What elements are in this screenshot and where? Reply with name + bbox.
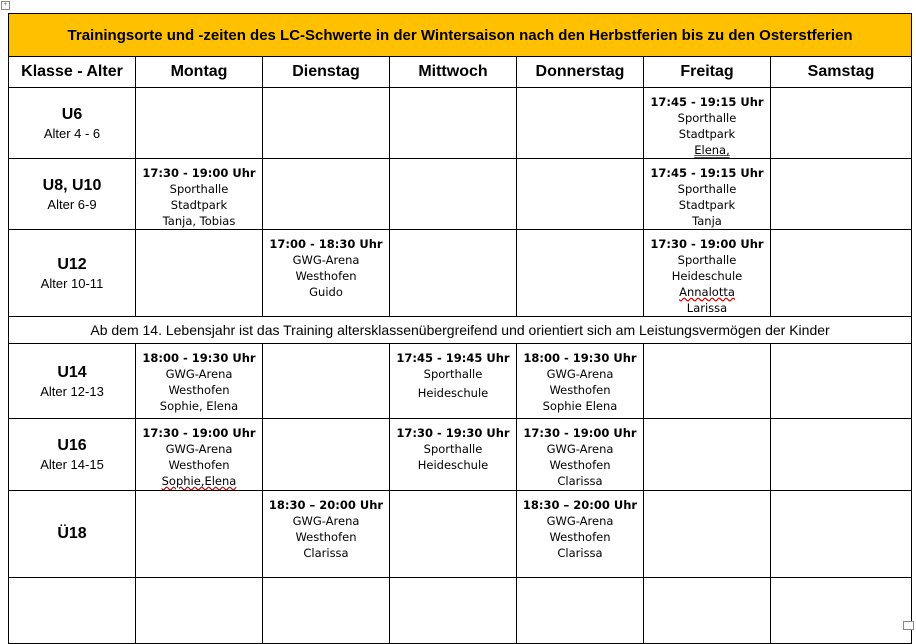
table-row-u6 bbox=[9, 88, 912, 159]
slot-empty bbox=[517, 578, 644, 644]
class-age: Alter 6-9 bbox=[47, 196, 97, 212]
table-row-u18 bbox=[9, 491, 912, 578]
slot-location: GWG-Arena bbox=[292, 514, 360, 528]
slot-trainer: Tanja bbox=[692, 214, 722, 228]
slot-empty bbox=[771, 419, 912, 491]
slot-location: Sporthalle bbox=[677, 182, 737, 196]
slot-empty bbox=[136, 88, 263, 159]
class-cell-u6 bbox=[9, 88, 136, 159]
slot-location: Sporthalle bbox=[423, 367, 483, 381]
slot-u16-thursday bbox=[517, 419, 644, 491]
slot-trainer: Guido bbox=[309, 285, 343, 299]
slot-trainer: Sophie Elena bbox=[542, 399, 618, 413]
slot-u16-wednesday bbox=[390, 419, 517, 491]
slot-empty bbox=[263, 578, 390, 644]
table-row-u16 bbox=[9, 419, 912, 491]
slot-location: Sporthalle bbox=[677, 111, 737, 125]
slot-time: 17:45 - 19:45 Uhr bbox=[396, 351, 510, 365]
slot-empty bbox=[136, 230, 263, 317]
slot-empty bbox=[517, 230, 644, 317]
table-row-u8-u10 bbox=[9, 159, 912, 230]
slot-time: 17:30 - 19:00 Uhr bbox=[142, 426, 256, 440]
slot-location: Heideschule bbox=[417, 458, 489, 472]
slot-location: GWG-Arena bbox=[165, 367, 233, 381]
header-saturday: Samstag bbox=[771, 57, 912, 88]
slot-empty bbox=[390, 159, 517, 230]
class-name: U16 bbox=[57, 437, 87, 454]
slot-u8-monday bbox=[136, 159, 263, 230]
slot-empty bbox=[517, 159, 644, 230]
slot-u8-friday bbox=[644, 159, 771, 230]
header-monday: Montag bbox=[136, 57, 263, 88]
slot-empty bbox=[263, 88, 390, 159]
class-cell-u18 bbox=[9, 491, 136, 578]
class-cell-u14 bbox=[9, 344, 136, 419]
class-name: Ü18 bbox=[57, 525, 87, 542]
table-row-u12 bbox=[9, 230, 912, 317]
header-wednesday: Mittwoch bbox=[390, 57, 517, 88]
slot-empty bbox=[136, 578, 263, 644]
slot-empty bbox=[771, 491, 912, 578]
slot-trainer: Sophie,Elena bbox=[161, 474, 237, 488]
slot-u12-friday bbox=[644, 230, 771, 317]
slot-empty bbox=[771, 88, 912, 159]
slot-empty bbox=[771, 578, 912, 644]
slot-time: 17:45 - 19:15 Uhr bbox=[650, 166, 764, 180]
class-age: Alter 10-11 bbox=[40, 275, 104, 291]
slot-time: 18:30 – 20:00 Uhr bbox=[268, 498, 384, 512]
slot-time: 17:00 - 18:30 Uhr bbox=[269, 237, 383, 251]
slot-u14-monday bbox=[136, 344, 263, 419]
table-row-empty bbox=[9, 578, 912, 644]
slot-empty bbox=[771, 159, 912, 230]
slot-location: Heideschule bbox=[417, 386, 489, 400]
slot-location: Westhofen bbox=[295, 530, 357, 544]
slot-empty bbox=[771, 344, 912, 419]
slot-time: 18:00 - 19:30 Uhr bbox=[142, 351, 256, 365]
slot-empty bbox=[644, 419, 771, 491]
header-thursday: Donnerstag bbox=[517, 57, 644, 88]
slot-u12-tuesday bbox=[263, 230, 390, 317]
class-age: Alter 14-15 bbox=[40, 457, 104, 472]
slot-empty bbox=[644, 344, 771, 419]
slot-location: Stadtpark bbox=[678, 127, 736, 141]
slot-location: GWG-Arena bbox=[546, 442, 614, 456]
table-move-handle-icon[interactable]: + bbox=[1, 1, 10, 10]
slot-empty bbox=[263, 419, 390, 491]
slot-location: Stadtpark bbox=[170, 198, 228, 212]
slot-empty bbox=[263, 159, 390, 230]
slot-location: Westhofen bbox=[168, 383, 230, 397]
class-age: Alter 12-13 bbox=[40, 383, 104, 399]
slot-u6-friday bbox=[644, 88, 771, 159]
training-schedule-table bbox=[8, 13, 912, 644]
table-resize-handle-icon[interactable] bbox=[903, 621, 914, 630]
slot-empty bbox=[517, 88, 644, 159]
slot-empty bbox=[644, 578, 771, 644]
class-age: Alter 4 - 6 bbox=[43, 125, 101, 141]
class-cell-u16 bbox=[9, 419, 136, 491]
slot-time: 17:45 - 19:15 Uhr bbox=[650, 95, 764, 109]
slot-empty bbox=[390, 578, 517, 644]
slot-location: Westhofen bbox=[549, 383, 611, 397]
class-name: U14 bbox=[57, 363, 87, 381]
slot-trainer: Larissa bbox=[686, 301, 728, 315]
slot-time: 17:30 - 19:00 Uhr bbox=[650, 237, 764, 251]
slot-time: 18:00 - 19:30 Uhr bbox=[523, 351, 637, 365]
class-cell-u8-u10 bbox=[9, 159, 136, 230]
slot-trainer: Clarissa bbox=[303, 546, 349, 560]
slot-u18-thursday bbox=[517, 491, 644, 578]
header-friday: Freitag bbox=[644, 57, 771, 88]
table-row-u14 bbox=[9, 344, 912, 419]
slot-empty bbox=[136, 491, 263, 578]
slot-location: Westhofen bbox=[549, 530, 611, 544]
slot-location: Sporthalle bbox=[169, 182, 229, 196]
class-name: U12 bbox=[57, 255, 87, 273]
table-title: Trainingsorte und -zeiten des LC-Schwerte in der Wintersaison nach den Herbstferien bis zu den Osterstferien bbox=[9, 14, 912, 57]
slot-location: Westhofen bbox=[549, 458, 611, 472]
slot-empty bbox=[9, 578, 136, 644]
slot-trainer: Clarissa bbox=[557, 546, 603, 560]
slot-location: Westhofen bbox=[168, 458, 230, 472]
slot-location: GWG-Arena bbox=[546, 514, 614, 528]
age-group-note: Ab dem 14. Lebensjahr ist das Training altersklassenübergreifend und orientiert sich am Leistungsvermögen der Kinder bbox=[9, 317, 912, 344]
slot-trainer: Tanja, Tobias bbox=[162, 214, 236, 228]
slot-time: 17:30 - 19:30 Uhr bbox=[396, 426, 510, 440]
slot-time: 18:30 – 20:00 Uhr bbox=[522, 498, 638, 512]
slot-trainer: Annalotta bbox=[679, 285, 735, 299]
slot-u18-tuesday bbox=[263, 491, 390, 578]
class-name: U8, U10 bbox=[42, 176, 102, 194]
slot-location: GWG-Arena bbox=[165, 442, 233, 456]
slot-u16-monday bbox=[136, 419, 263, 491]
slot-location: Westhofen bbox=[295, 269, 357, 283]
slot-trainer: Clarissa bbox=[557, 474, 603, 488]
slot-location: GWG-Arena bbox=[546, 367, 614, 381]
slot-empty bbox=[390, 230, 517, 317]
slot-empty bbox=[771, 230, 912, 317]
slot-empty bbox=[390, 491, 517, 578]
slot-time: 17:30 - 19:00 Uhr bbox=[523, 426, 637, 440]
slot-trainer: Sophie, Elena bbox=[159, 399, 239, 413]
slot-location: Sporthalle Heideschule bbox=[671, 253, 743, 283]
slot-location: Sporthalle bbox=[423, 442, 483, 456]
slot-trainer: Elena, bbox=[694, 143, 730, 157]
slot-empty bbox=[644, 491, 771, 578]
class-name: U6 bbox=[61, 105, 83, 123]
class-cell-u12 bbox=[9, 230, 136, 317]
slot-u14-wednesday bbox=[390, 344, 517, 419]
slot-location: Stadtpark bbox=[678, 198, 736, 212]
slot-empty bbox=[390, 88, 517, 159]
slot-time: 17:30 - 19:00 Uhr bbox=[142, 166, 256, 180]
header-class-age: Klasse - Alter bbox=[9, 57, 136, 88]
slot-empty bbox=[263, 344, 390, 419]
header-tuesday: Dienstag bbox=[263, 57, 390, 88]
slot-location: GWG-Arena bbox=[292, 253, 360, 267]
slot-u14-thursday bbox=[517, 344, 644, 419]
